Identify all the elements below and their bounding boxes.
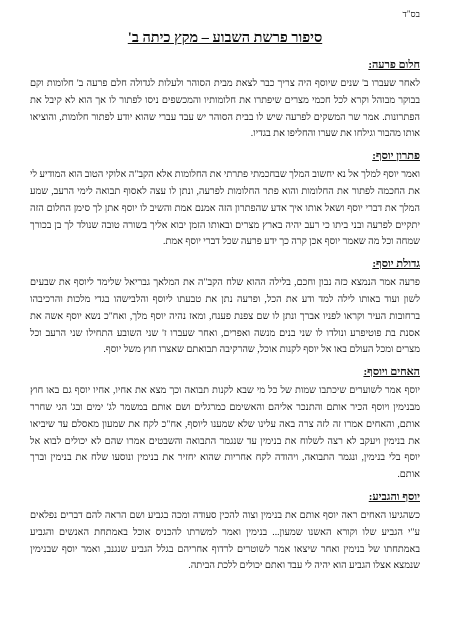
section-heading: גדולת יוסף: [372,258,420,271]
section-yosef-and-goblet [30,490,420,575]
section-brothers-and-yosef [30,365,420,484]
section-yosef-greatness [30,257,420,359]
section-pharaoh-dream [30,58,420,143]
section-body: ואמר יוסף למלך אל נא יחשוב המלך שבחכמתי פתרתי את החלומות אלא הקב"ה אלוקי הטוב הוא המודיע לי את החכמה לפתור את החלומות והוא פתר החלומות לפרעה, ונתן לו עצה לאסוף תבואה לימי הרעב, שמע המלך את דברי יוסף ושאל אותו איך אדע שהפתרון הזה אמנם אמת והשיב לו יוסף אתן לך סימן החלום הזה יתקיים לפרעה ובני ביתו כי רעב יהיה בארץ מצרים ובאותו הזמן יבוא אליך בשורה טובה שנולד לך בן בכורך שמחה וכל מה שאמר יוסף אכן קרה כך ידע פרעה שכל דברי יוסף אמת. [30,169,420,248]
header-bsd: בס"ד [402,9,420,19]
section-heading: פתרון יוסף: [372,150,420,163]
section-yosef-interpretation [30,149,420,251]
section-heading: יוסף והגביע: [368,490,420,503]
section-body: כשהגיעו האחים ראה יוסף אותם את בנימין וצוה להכין סעודה ומכה בגביע ושם הראה להם דברים נפלאים ע"י הגביע שלו וקורא האשנו שמעון... בנימין ואמר למשרתו להכניס אוכל באמתחת האנשים והגביע באמתחתו של בנימין ואחר שיצאו אמר לשוטרים לרדוף אחריהם בגלל הגביע שנגנב, ואמר יוסף שבנימין שנמצא אצלו הגביע הוא יהיה לי עבד ואתם יכולים ללכת הביתה. [30,509,420,572]
section-body: יוסף אמר לשוערים שיכתבו שמות של כל מי שבא לקנות תבואה וכך מצא את אחיו, אחיו יוסף גם באו חוץ מבנימין ויוסף הכיר אותם והתנכר אליהם והאשימם כמרגלים ושם אותם במשמר לג' ימים ובג' הגי שחרר אותם, והאחים אמרו זה לזה צרה באה עלינו שלא שמענו ליוסף, אח"כ לקח את שמעון מאסלם עד שיביאו את בנימין ויעקב לא רצה לשלוח את בנימין עד שנגמר התבואה והשבטים אמרו שהם לא יכולים לבוא אל יוסף בלי בנימין, ונגמר התבואה, ויהודה לקח אחריות שהוא יחזיר את בנימין ונוסעו שלח את בנימין וברך אותם. [30,385,420,481]
section-body: לאחר שעברו ב' שנים שיוסף היה צריך כבר לצאת מבית הסוהר ולעלות לגדולה חלם פרעה ב' חלומות וקם בבוקר מבוהל וקרא לכל חכמי מצרים שיפתרו את חלומותיו והמכשפים ניסו לפתור לו אך הוא לא קיבל את הפתרונות. אמר שר המשקים לפרעה שיש לו בבית הסוהר יש עבד עברי שהוא יודע לפתור חלומות, והוציאו אותו מהבור וגילחו את שערו והחליפו את בגדיו. [30,78,420,140]
section-body: פרעה אמר הנמצא כזה נבון וחכם, בלילה ההוא שלח הקב"ה את המלאך גבריאל שלימד ליוסף את שבעים לשון ועוד באותו לילה למד ודע את הכל, ופרעה נתן את טבעתו ליוסף והלבישהו בגדי מלכות והרכיבהו ברחובות העיר וקראו לפניו אברך ונתן לו שם צפנת פענח, ומאז נהיה יוסף מלך, ואח"כ נשא יוסף אשה את אסנת בת פוטיפרע ונולדו לו שני בנים מנשה ואפרים, ואחר שעברו ז' שני השובע התחילו שני הרעב וכל מצרים ומכל העולם באו אל יוסף לקנות אוכל, שהרקיבה תבואתם שאצרו חוץ משל יוסף. [30,277,420,356]
page-title: סיפור פרשת השבוע – מקץ כיתה ב' [127,30,323,46]
section-heading: חלום פרעה: [368,59,420,71]
section-heading: האחים ויוסף: [363,366,420,379]
